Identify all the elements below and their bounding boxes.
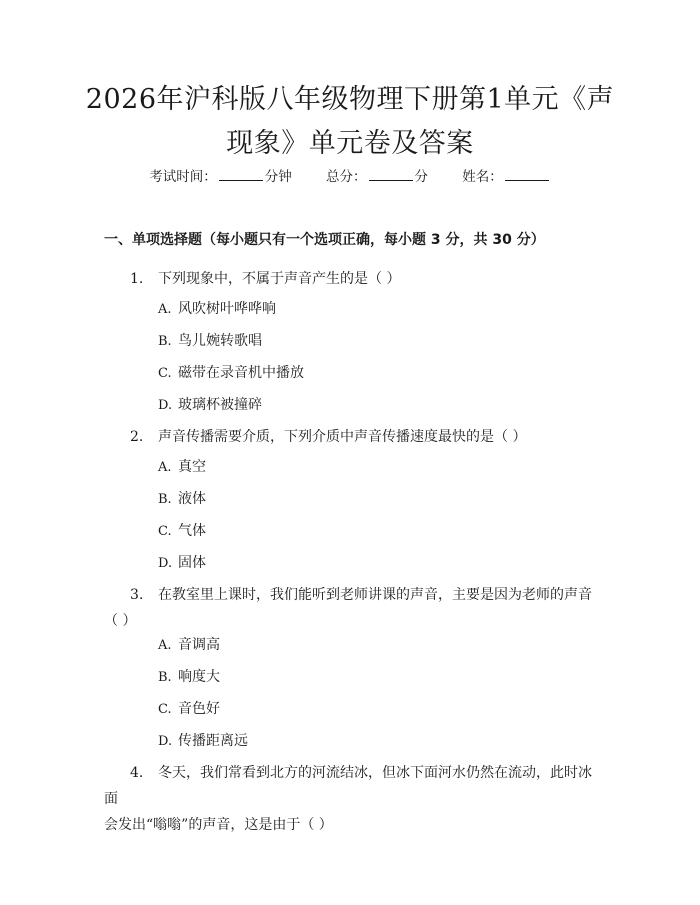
question-1 <box>104 266 604 292</box>
option-letter: D. <box>158 556 173 571</box>
question-number: 2. <box>130 429 144 445</box>
exam-time-field <box>149 169 292 185</box>
option-text: 音调高 <box>178 637 220 653</box>
question-number: 3. <box>130 587 144 603</box>
question-text-continued: （ ） <box>104 613 137 629</box>
option-text: 鸟儿婉转歌唱 <box>178 333 262 349</box>
option-text: 固体 <box>178 555 206 571</box>
question-3-option-a <box>158 634 220 657</box>
question-text: 在教室里上课时，我们能听到老师讲课的声音，主要是因为老师的声音 <box>158 587 592 603</box>
total-score-unit: 分 <box>414 169 428 185</box>
question-3-option-c <box>158 698 220 721</box>
option-text: 音色好 <box>178 701 220 717</box>
exam-info <box>0 166 700 188</box>
option-letter: C. <box>158 366 172 381</box>
option-letter: C. <box>158 702 172 717</box>
document-title <box>80 78 620 166</box>
question-text: 下列现象中，不属于声音产生的是（ ） <box>158 271 401 287</box>
title-line-1: 2026年沪科版八年级物理下册第1单元《声 <box>85 84 615 115</box>
exam-time-unit: 分钟 <box>264 169 292 185</box>
option-text: 玻璃杯被撞碎 <box>178 397 262 413</box>
option-text: 真空 <box>178 459 206 475</box>
question-3-option-d <box>158 730 248 753</box>
question-1-option-b <box>158 330 262 353</box>
question-3 <box>104 582 604 634</box>
question-1-option-a <box>158 298 276 321</box>
question-1-option-d <box>158 394 262 417</box>
option-letter: B. <box>158 334 172 349</box>
question-1-option-c <box>158 362 304 385</box>
question-text: 声音传播需要介质，下列介质中声音传播速度最快的是（ ） <box>158 429 527 445</box>
question-text-continued: 会发出“嗡嗡”的声音，这是由于（ ） <box>104 817 333 833</box>
option-letter: A. <box>158 302 172 317</box>
question-text: 冬天，我们常看到北方的河流结冰，但冰下面河水仍然在流动，此时冰面 <box>104 765 592 807</box>
option-letter: A. <box>158 460 172 475</box>
option-text: 响度大 <box>178 669 220 685</box>
name-blank <box>505 169 549 181</box>
option-letter: D. <box>158 398 173 413</box>
question-2-option-d <box>158 552 206 575</box>
question-4 <box>104 760 604 838</box>
option-letter: B. <box>158 492 172 507</box>
option-letter: A. <box>158 638 172 653</box>
question-2-option-a <box>158 456 206 479</box>
question-3-option-b <box>158 666 220 689</box>
option-letter: D. <box>158 734 173 749</box>
question-2-option-c <box>158 520 206 543</box>
question-2-option-b <box>158 488 206 511</box>
total-score-field <box>326 169 428 185</box>
title-line-2: 现象》单元卷及答案 <box>226 128 474 159</box>
option-letter: B. <box>158 670 172 685</box>
option-text: 液体 <box>178 491 206 507</box>
option-text: 传播距离远 <box>178 733 248 749</box>
question-number: 1. <box>130 271 144 287</box>
option-letter: C. <box>158 524 172 539</box>
total-score-blank <box>369 169 413 181</box>
exam-time-label: 考试时间： <box>149 169 217 185</box>
exam-time-blank <box>219 169 263 181</box>
total-score-label: 总分： <box>326 169 367 185</box>
option-text: 磁带在录音机中播放 <box>178 365 304 381</box>
option-text: 风吹树叶哗哗响 <box>178 301 276 317</box>
question-number: 4. <box>130 765 144 781</box>
section-1-title: 一、单项选择题（每小题只有一个选项正确，每小题 3 分，共 30 分） <box>104 232 545 248</box>
option-text: 气体 <box>178 523 206 539</box>
name-field <box>462 169 551 185</box>
question-2 <box>104 424 604 450</box>
name-label: 姓名： <box>462 169 503 185</box>
